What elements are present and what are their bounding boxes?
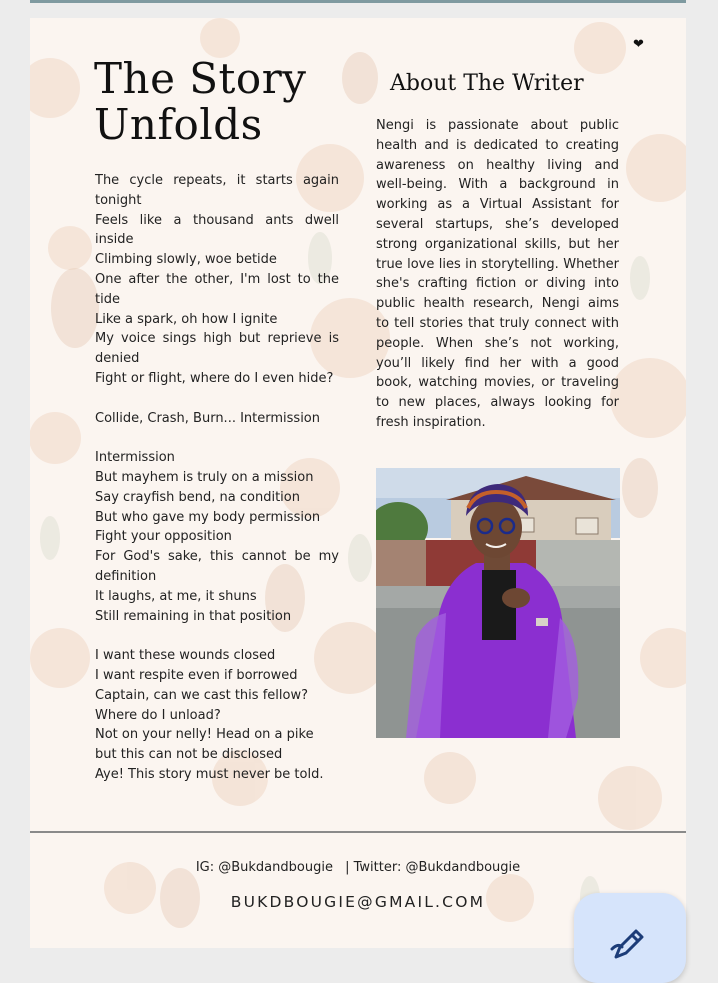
- pen-icon: [610, 927, 648, 959]
- poem-text: The cycle repeats, it starts again tonight Feels like a thousand ants dwell inside Climbing slowly, woe betide One after the other, I'm lost to the tide Like a spark, oh how I ignite My voice sings high but reprieve is denied Fight or flight, where do I even hide? Collide, Crash, Burn... Intermission Intermission But mayhem is truly on a mission Say crayfish bend, na condition But who gave my body permission Fight your opposition For God's sake, this cannot be my definition It laughs, at me, it shuns Still remaining in that position I want these wounds closed I want respite even if borrowed Captain, can we cast this fellow? Where do I unload? Not on your nelly! Head on a pike but this can not be disclosed Aye! This story must never be told.: [95, 173, 339, 782]
- top-divider: [30, 0, 686, 3]
- about-text: Nengi is passionate about public health and is dedicated to creating awareness on healthy living and well-being. With a background in working as a Virtual Assistant for several startups, she’s developed strong organizational skills, but her true love lies in storytelling. Whether she's crafting fiction or diving into public health research, Nengi aims to tell stories that truly connect with people. When she’s not working, you’ll likely find her with a good book, watching movies, or traveling to new places, always looking for fresh inspiration.: [376, 118, 619, 430]
- about-heading: About The Writer: [390, 71, 584, 96]
- contact-email[interactable]: BUKDBOUGIE@GMAIL.COM: [230, 893, 486, 911]
- social-links: [30, 860, 686, 875]
- twitter-handle[interactable]: | Twitter: @Bukdandbougie: [345, 860, 521, 875]
- instagram-handle[interactable]: IG: @Bukdandbougie: [195, 860, 333, 875]
- heart-icon[interactable]: ❤: [633, 37, 644, 52]
- writer-photo: [376, 468, 620, 738]
- footer-divider: [30, 831, 686, 833]
- story-page[interactable]: [30, 18, 686, 948]
- edit-fab-button[interactable]: [574, 893, 686, 983]
- page-title: The Story Unfolds: [94, 54, 307, 149]
